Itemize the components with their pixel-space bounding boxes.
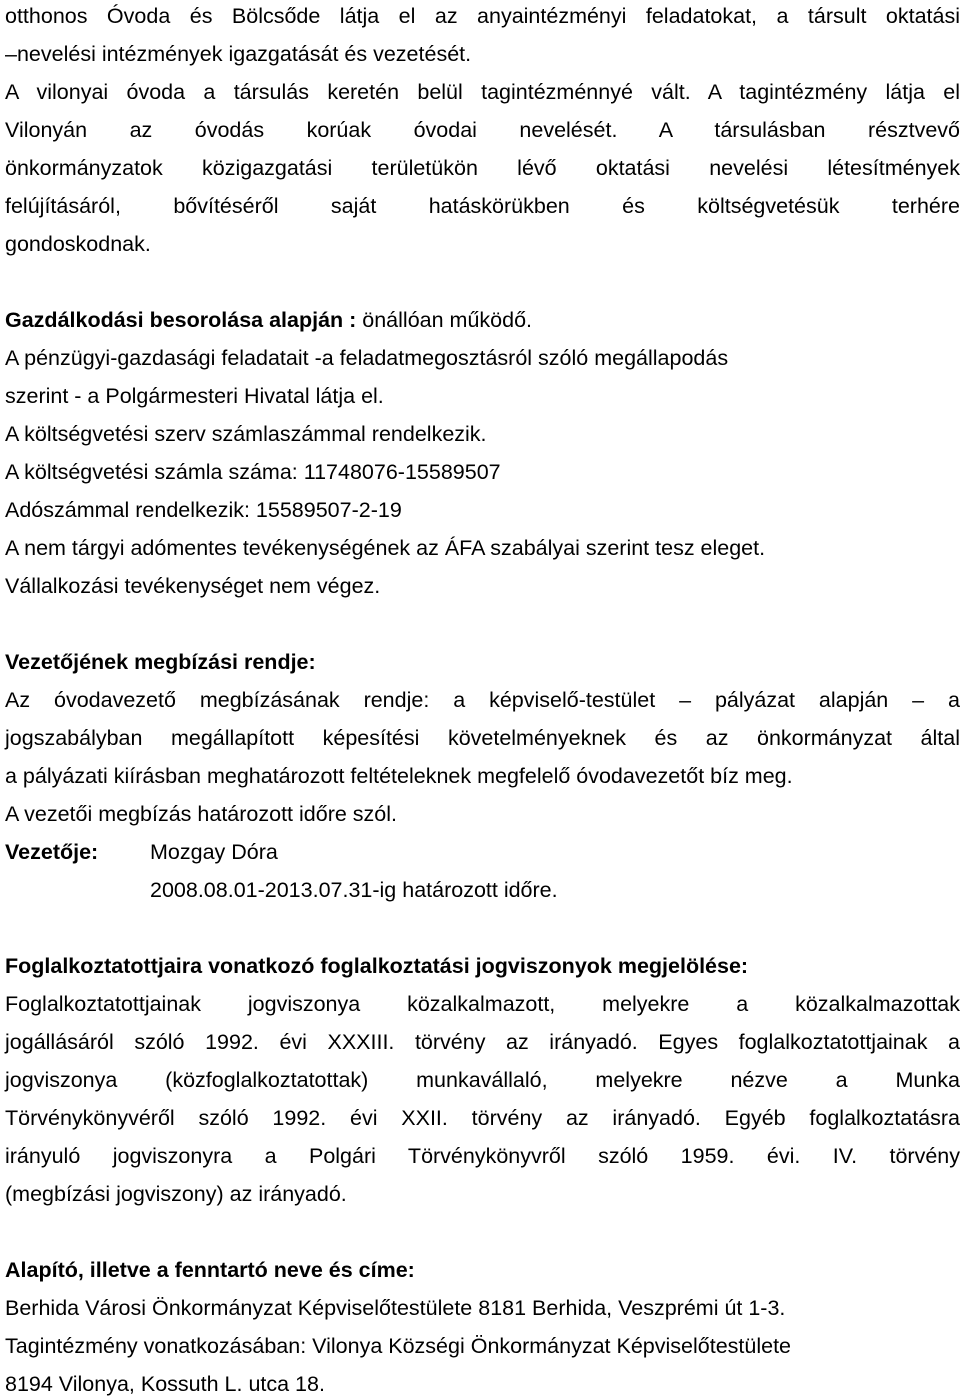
gazdalkodas-heading-line xyxy=(5,306,960,334)
foglalkoztatas-line-6: (megbízási jogviszony) az irányadó. xyxy=(5,1182,347,1206)
gazdalkodas-line-4: A költségvetési számla száma: 11748076-15589507 xyxy=(5,460,501,484)
foglalkoztatas-heading: Foglalkoztatottjaira vonatkozó foglalkoztatási jogviszonyok megjelölése: xyxy=(5,954,749,978)
alapito-line-1: Berhida Városi Önkormányzat Képviselőtestülete 8181 Berhida, Veszprémi út 1-3. xyxy=(5,1296,786,1320)
foglalkoztatas-line-5: irányuló jogviszonyra a Polgári Törvénykönyvről szóló 1959. évi. IV. törvény xyxy=(5,1144,960,1168)
gazdalkodas-line-6: A nem tárgyi adómentes tevékenységének az ÁFA szabályai szerint tesz eleget. xyxy=(5,536,766,560)
gazdalkodas-line-2: szerint - a Polgármesteri Hivatal látja el. xyxy=(5,384,384,408)
alapito-line-2: Tagintézmény vonatkozásában: Vilonya Községi Önkormányzat Képviselőtestülete xyxy=(5,1334,791,1358)
vezeto-line-1: Az óvodavezető megbízásának rendje: a képviselő-testület – pályázat alapján – a xyxy=(5,688,960,712)
vezeto-name-value: Mozgay Dóra xyxy=(150,840,278,864)
vezeto-term: 2008.08.01-2013.07.31-ig határozott időre. xyxy=(150,878,558,902)
gazdalkodas-line-5: Adószámmal rendelkezik: 15589507-2-19 xyxy=(5,498,402,522)
intro-line-2: –nevelési intézmények igazgatását és vezetését. xyxy=(5,42,472,66)
alapito-heading: Alapító, illetve a fenntartó neve és címe: xyxy=(5,1258,415,1282)
gazdalkodas-line-1: A pénzügyi-gazdasági feladatait -a feladatmegosztásról szóló megállapodás xyxy=(5,346,729,370)
intro-line-5: önkormányzatok közigazgatási területükön lévő oktatási nevelési létesítmények xyxy=(5,156,960,180)
alapito-line-3: 8194 Vilonya, Kossuth L. utca 18. xyxy=(5,1372,325,1396)
intro-line-6: felújításáról, bővítéséről saját hatáskörükben és költségvetésük terhére xyxy=(5,194,960,218)
gazdalkodas-heading-value: önállóan működő. xyxy=(356,308,533,332)
vezeto-heading: Vezetőjének megbízási rendje: xyxy=(5,650,316,674)
intro-line-4: Vilonyán az óvodás korúak óvodai nevelését. A társulásban résztvevő xyxy=(5,118,960,142)
vezeto-line-2: jogszabályban megállapított képesítési követelményeknek és az önkormányzat által xyxy=(5,726,960,750)
gazdalkodas-heading: Gazdálkodási besorolása alapján : xyxy=(5,308,357,332)
foglalkoztatas-line-1: Foglalkoztatottjainak jogviszonya közalkalmazott, melyekre a közalkalmazottak xyxy=(5,992,960,1016)
vezeto-line-3: a pályázati kiírásban meghatározott feltételeknek megfelelő óvodavezetőt bíz meg. xyxy=(5,764,793,788)
gazdalkodas-line-3: A költségvetési szerv számlaszámmal rendelkezik. xyxy=(5,422,487,446)
foglalkoztatas-line-4: Törvénykönyvéről szóló 1992. évi XXII. törvény az irányadó. Egyéb foglalkoztatásra xyxy=(5,1106,960,1130)
vezeto-name-row xyxy=(5,838,960,866)
intro-line-3: A vilonyai óvoda a társulás keretén belül tagintézménnyé vált. A tagintézmény látja el xyxy=(5,80,960,104)
gazdalkodas-line-7: Vállalkozási tevékenységet nem végez. xyxy=(5,574,381,598)
vezeto-name-label: Vezetője: xyxy=(5,840,99,864)
foglalkoztatas-line-3: jogviszonya (közfoglalkoztatottak) munkavállaló, melyekre nézve a Munka xyxy=(5,1068,960,1092)
intro-line-1: otthonos Óvoda és Bölcsőde látja el az anyaintézményi feladatokat, a társult oktatási xyxy=(5,4,960,28)
foglalkoztatas-line-2: jogállásáról szóló 1992. évi XXXIII. törvény az irányadó. Egyes foglalkoztatottjainak a xyxy=(5,1030,960,1054)
intro-line-7: gondoskodnak. xyxy=(5,232,151,256)
vezeto-line-4: A vezetői megbízás határozott időre szól. xyxy=(5,802,397,826)
